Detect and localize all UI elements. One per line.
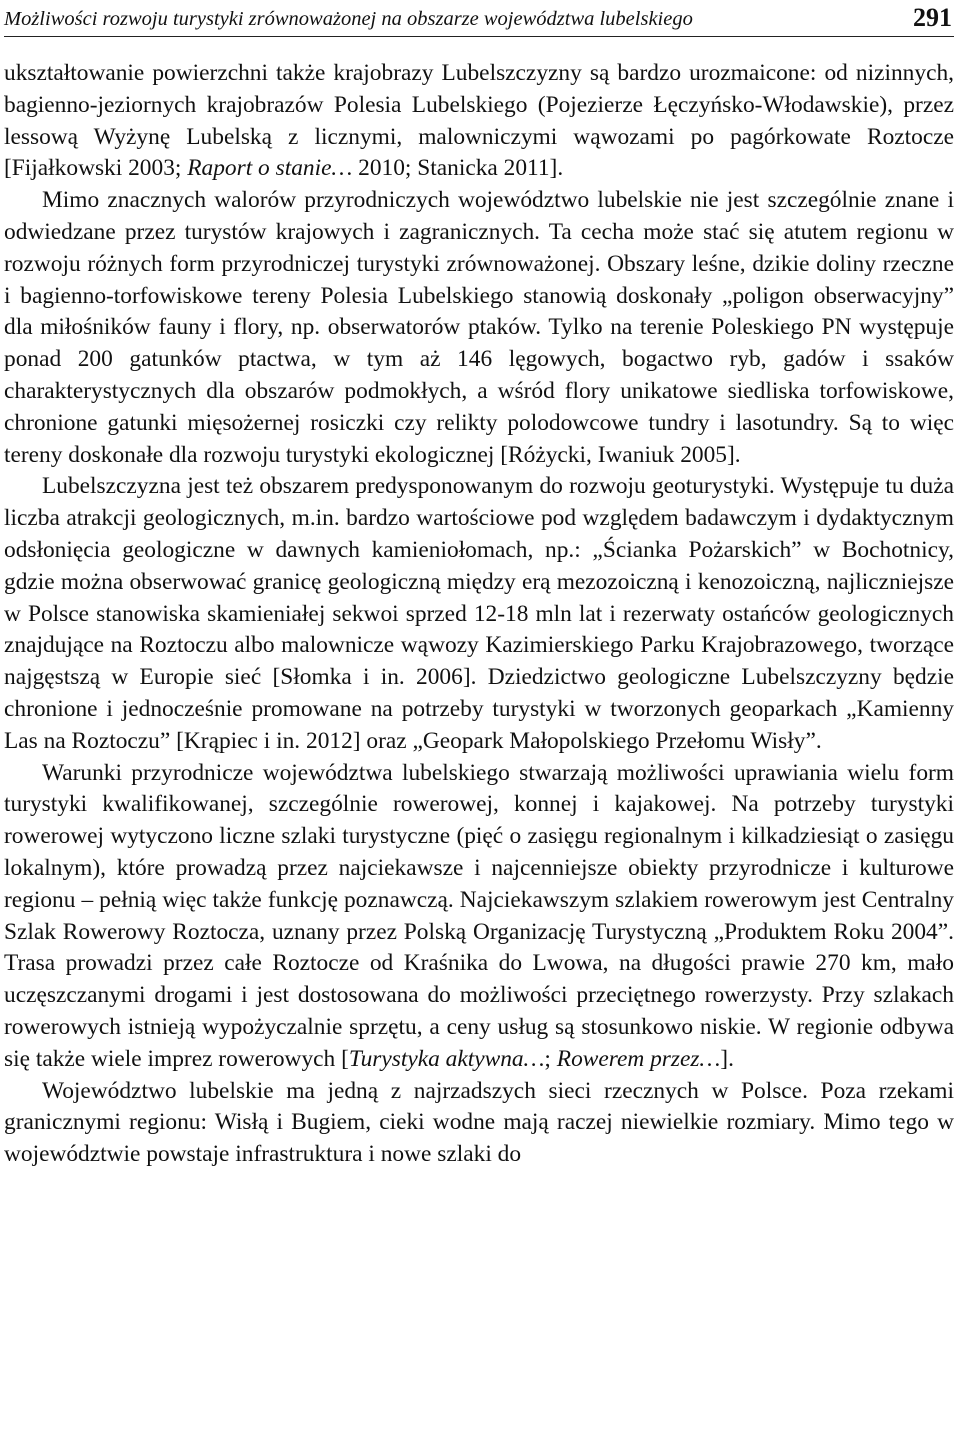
paragraph-4-italic-citation-2: Rowerem przez… <box>556 1045 721 1072</box>
paragraph-4-text-3: ]. <box>720 1045 734 1072</box>
running-title: Możliwości rozwoju turystyki zrównoważonej na obszarze województwa lubelskiego <box>4 8 693 30</box>
paragraph-1 <box>4 58 954 185</box>
paragraph-3: Lubelszczyzna jest też obszarem predysponowanym do rozwoju geoturystyki. Występuje tu duża liczba atrakcji geologicznych, m.in. bardzo wartościowe pod względem badawczym i dydaktycznym odsłonięcia geologiczne w dawnych kamieniołomach, np.: „Ścianka Pożarskich” w Bochotnicy, gdzie można obserwować granicę geologiczną między erą mezozoiczną i kenozoiczną, najliczniejsze w Polsce stanowiska skamieniałej sekwoi sprzed 12-18 mln lat i rezerwaty ostańców geologicznych znajdujące na Roztoczu albo malownicze wąwozy Kazimierskiego Parku Krajobrazowego, tworzące najgęstszą w Europie sieć [Słomka i in. 2006]. Dziedzictwo geologiczne Lubelszczyzny będzie chronione i jednocześnie promowane na potrzeby turystyki w tworzonych geoparkach „Kamienny Las na Roztoczu” [Krąpiec i in. 2012] oraz „Geopark Małopolskiego Przełomu Wisły”. <box>4 473 954 754</box>
paragraph-4 <box>4 758 954 1076</box>
page-header <box>4 2 954 37</box>
paragraph-1-text-2: 2010; Stanicka 2011]. <box>352 155 564 182</box>
paragraph-1-italic-citation: Raport o stanie… <box>187 155 353 182</box>
paragraph-1-text-1: ukształtowanie powierzchni także krajobrazy Lubelszczyzny są bardzo urozmaicone: od nizinnych, bagienno-jeziornych krajobrazów Polesia Lubelskiego (Pojezierze Łęczyńsko-Włodawskie), przez lessową Wyżynę Lubelską z licznymi, malowniczymi wąwozami po pagórkowate Roztocze [Fijałkowski 2003; <box>4 60 954 182</box>
paragraph-4-text-2: ; <box>544 1045 557 1072</box>
paragraph-5: Województwo lubelskie ma jedną z najrzadszych sieci rzecznych w Polsce. Poza rzekami granicznymi regionu: Wisłą i Bugiem, cieki wodne mają raczej niewielkie rozmiary. Mimo tego w województwie powstaje infrastruktura i nowe szlaki do <box>4 1077 954 1168</box>
page-number: 291 <box>913 3 952 32</box>
paragraph-4-italic-citation-1: Turystyka aktywna… <box>348 1045 545 1072</box>
paragraph-2: Mimo znacznych walorów przyrodniczych województwo lubelskie nie jest szczególnie znane i odwiedzane przez turystów krajowych i zagranicznych. Ta cecha może stać się atutem regionu w rozwoju różnych form przyrodniczej turystyki zrównoważonej. Obszary leśne, dzikie doliny rzeczne i bagienno-torfowiskowe tereny Polesia Lubelskiego stanowią doskonały „poligon obserwacyjny” dla miłośników fauny i flory, np. obserwatorów ptaków. Tylko na terenie Poleskiego PN występuje ponad 200 gatunków ptactwa, w tym aż 146 lęgowych, bogactwo ryb, gadów i ssaków charakterystycznych dla obszarów podmokłych, a wśród flory unikatowe siedliska torfowiskowe, chronione gatunki mięsożernej rosiczki czy relikty polodowcowe tundry i lasotundry. Są to więc tereny doskonałe dla rozwoju turystyki ekologicznej [Różycki, Iwaniuk 2005]. <box>4 187 954 468</box>
body-text <box>4 58 954 1171</box>
paragraph-4-text-1: Warunki przyrodnicze województwa lubelskiego stwarzają możliwości uprawiania wielu form turystyki kwalifikowanej, szczególnie rowerowej, konnej i kajakowej. Na potrzeby turystyki rowerowej wytyczono liczne szlaki turystyczne (pięć o zasięgu regionalnym i kilkadziesiąt o zasięgu lokalnym), które prowadzą przez najciekawsze i najcenniejsze obiekty przyrodnicze i kulturowe regionu – pełnią więc także funkcję poznawczą. Najciekawszym szlakiem rowerowym jest Centralny Szlak Rowerowy Roztocza, uznany przez Polską Organizację Turystyczną „Produktem Roku 2004”. Trasa prowadzi przez całe Roztocze od Kraśnika do Lwowa, na długości prawie 270 km, mało uczęszczanymi drogami i jest dostosowana do możliwości przeciętnego rowerzysty. Przy szlakach rowerowych istnieją wypożyczalnie sprzętu, a ceny usług są stosunkowo niskie. W regionie odbywa się także wiele imprez rowerowych [ <box>4 759 954 1072</box>
